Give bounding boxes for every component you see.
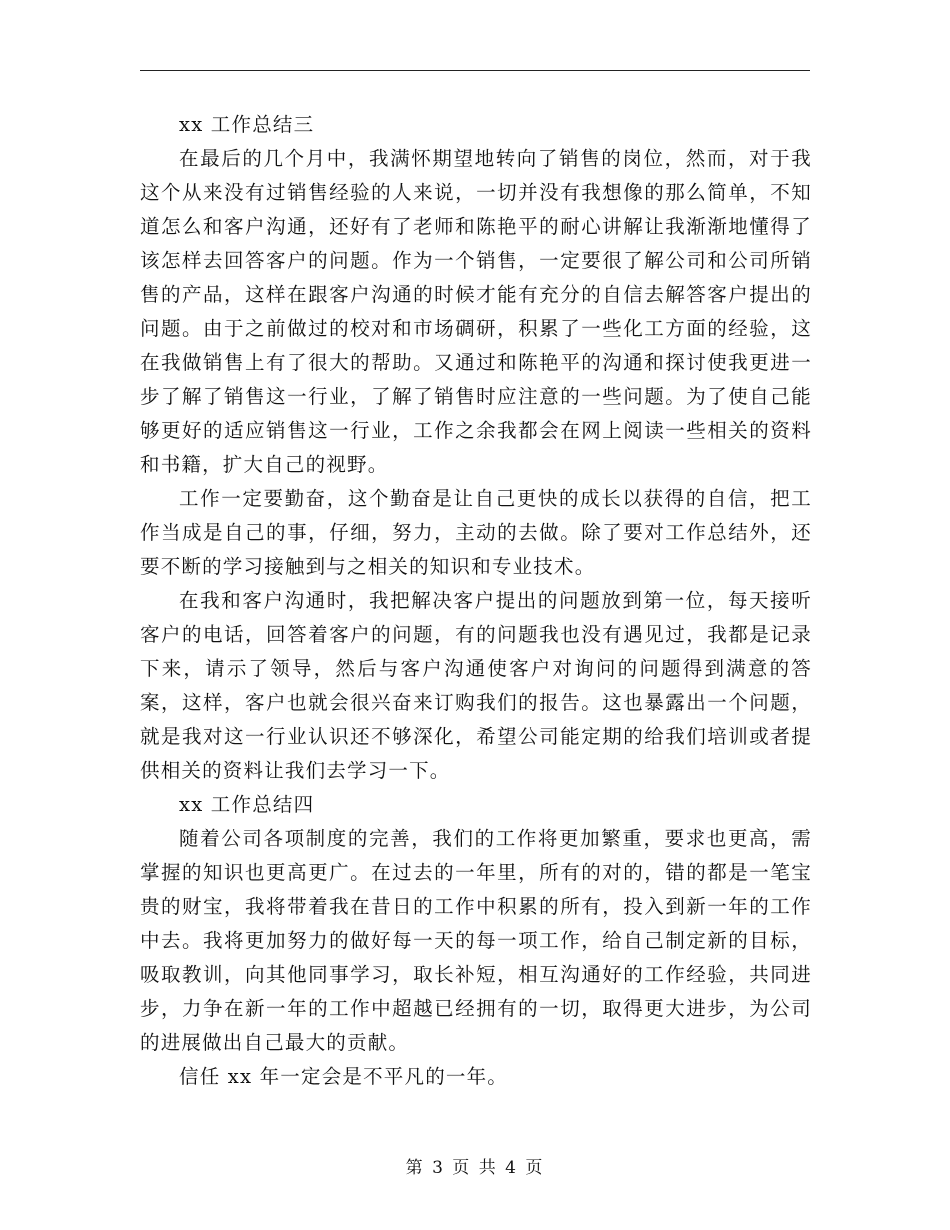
document-body [140,108,812,1094]
page-number: 第 3 页 共 4 页 [405,1158,545,1178]
paragraph: 在我和客户沟通时，我把解决客户提出的问题放到第一位，每天接听客户的电话，回答着客户的问题，有的问题我也没有遇见过，我都是记录下来，请示了领导，然后与客户沟通使客户对询问的问题得到满意的答案，这样，客户也就会很兴奋来订购我们的报告。这也暴露出一个问题，就是我对这一行业认识还不够深化，希望公司能定期的给我们培训或者提供相关的资料让我们去学习一下。 [140,589,812,782]
paragraph: 在最后的几个月中，我满怀期望地转向了销售的岗位，然而，对于我这个从来没有过销售经验的人来说，一切并没有我想像的那么简单，不知道怎么和客户沟通，还好有了老师和陈艳平的耐心讲解让我渐渐地懂得了该怎样去回答客户的问题。作为一个销售，一定要很了解公司和公司所销售的产品，这样在跟客户沟通的时候才能有充分的自信去解答客户提出的问题。由于之前做过的校对和市场碉研，积累了一些化工方面的经验，这在我做销售上有了很大的帮助。又通过和陈艳平的沟通和探讨使我更进一步了解了销售这一行业，了解了销售时应注意的一些问题。为了使自己能够更好的适应销售这一行业，工作之余我都会在网上阅读一些相关的资料和书籍，扩大自己的视野。 [140,147,812,476]
paragraph: 工作一定要勤奋，这个勤奋是让自己更快的成长以获得的自信，把工作当成是自己的事，仔细，努力，主动的去做。除了要对工作总结外，还要不断的学习接触到与之相关的知识和专业技术。 [140,487,812,578]
section-heading: xx 工作总结三 [179,113,315,136]
header-rule [140,70,810,71]
paragraph: 信任 xx 年一定会是不平凡的一年。 [179,1065,508,1088]
paragraph: 随着公司各项制度的完善，我们的工作将更加繁重，要求也更高，需掌握的知识也更高更广。在过去的一年里，所有的对的，错的都是一笔宝贵的财宝，我将带着我在昔日的工作中积累的所有，投入到新一年的工作中去。我将更加努力的做好每一天的每一项工作，给自己制定新的目标，吸取教训，向其他同事学习，取长补短，相互沟通好的工作经验，共同进步，力争在新一年的工作中超越已经拥有的一切，取得更大进步，为公司的进展做出自己最大的贡献。 [140,827,812,1054]
section-heading: xx 工作总结四 [179,793,315,816]
